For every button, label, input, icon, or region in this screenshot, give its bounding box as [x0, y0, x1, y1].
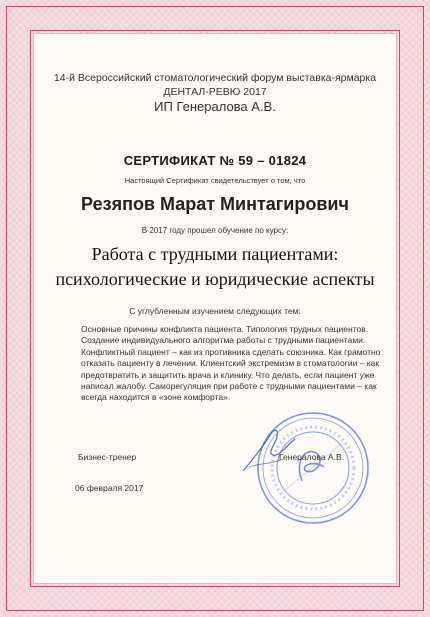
recipient-name: Резяпов Марат Минтагирович — [81, 194, 349, 214]
certificate-body — [33, 33, 397, 584]
trainer-name: Генералова А.В. — [279, 452, 344, 462]
organization-name: ИП Генералова А.В. — [154, 99, 276, 114]
topics-intro: С углубленным изучением следующих тем: — [129, 306, 301, 316]
forum-title-line1: 14-й Всероссийский стоматологический форум выставка-ярмарка — [53, 72, 377, 84]
forum-title-line2: ДЕНТАЛ-РЕВЮ 2017 — [163, 86, 267, 98]
attest-text: Настоящий Сертификат свидетельствует о том, что — [124, 176, 306, 185]
signature-icon — [239, 419, 299, 479]
course-title-line1: Работа с трудными пациентами: — [91, 244, 339, 264]
trainer-label: Бизнес-тренер — [78, 452, 137, 462]
year-text: В 2017 году прошел обучение по курсу: — [141, 226, 289, 235]
issue-date: 06 февраля 2017 — [75, 483, 144, 493]
topics-text: Основные причины конфликта пациента. Типология трудных пациентов. Создание индивидуального алгоритма работы с трудными пациентами. Конфликтный пациент – как из противника сделать союзника. Как грамотно отказать пациенту в лечении. Клиентский экстремизм в стоматологии – как предотвратить и защитить врача и клинику. Что делать, если пациент уже написал жалобу. Саморегуляция при работе с трудными пациентами – как всегда находится в «зоне комфорта». — [81, 324, 381, 403]
course-title-line2: психологические и юридические аспекты — [55, 269, 375, 289]
certificate-number: СЕРТИФИКАТ № 59 – 01824 — [123, 153, 307, 168]
